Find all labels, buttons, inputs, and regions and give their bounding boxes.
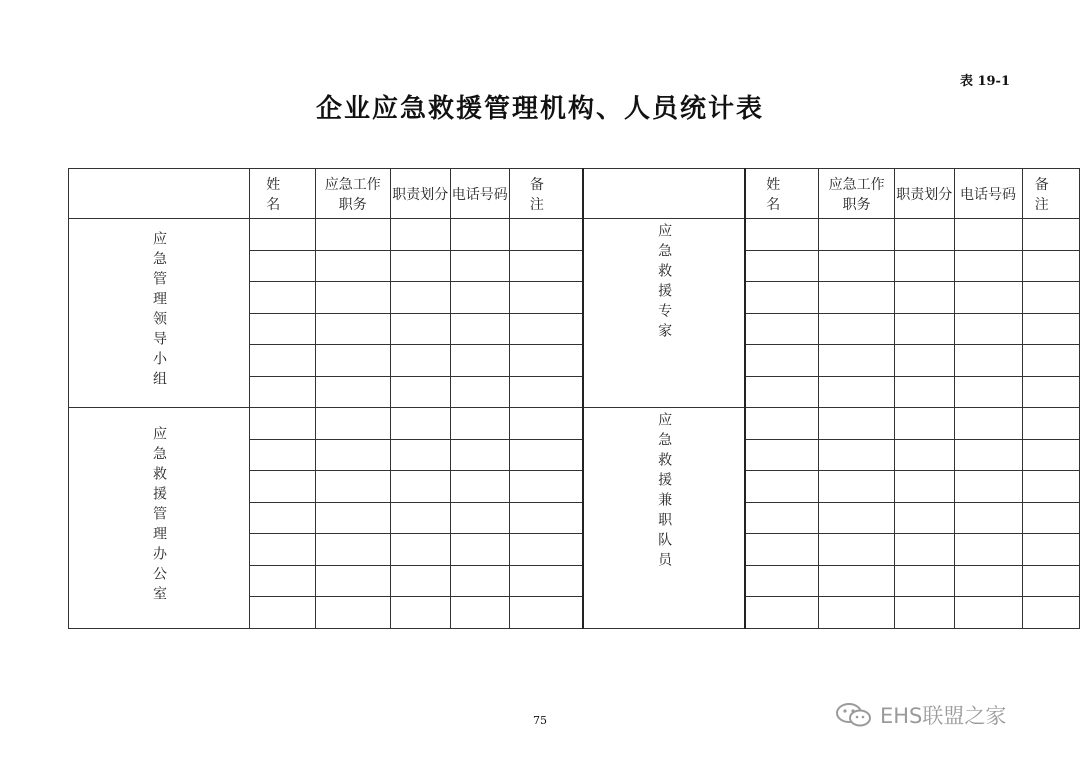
header-duty [819,169,894,219]
cell [390,565,450,597]
header-phone [954,169,1022,219]
page-title: 企业应急救援管理机构、人员统计表 [315,94,764,124]
cell [315,471,390,503]
cell [819,439,894,471]
header-label: 姓 名 [266,176,299,213]
cell [315,534,390,566]
staff-table [68,168,1080,629]
cell [745,502,819,534]
cell [390,376,450,408]
cell [894,345,954,377]
cell [250,534,316,566]
cell [819,597,894,629]
cell [745,534,819,566]
watermark-text: EHS联盟之家 [880,704,1007,728]
group-label-text: 应急救援兼职队员 [656,412,673,572]
cell [1022,597,1080,629]
cell [1022,250,1080,282]
cell [954,282,1022,314]
cell [390,439,450,471]
cell [450,313,509,345]
cell [450,597,509,629]
header-label: 姓 名 [766,176,799,213]
header-label: 电话号码 [451,186,508,203]
header-row [69,169,1080,219]
cell [954,439,1022,471]
cell [894,597,954,629]
cell [954,565,1022,597]
table-row [69,219,1080,251]
cell [315,345,390,377]
cell [315,313,390,345]
cell [509,502,583,534]
cell [1022,439,1080,471]
cell [450,534,509,566]
corner-cell [69,169,250,219]
cell [745,565,819,597]
cell [315,282,390,314]
cell [894,471,954,503]
cell [315,408,390,440]
cell [819,534,894,566]
cell [819,313,894,345]
header-name [745,169,819,219]
cell [954,219,1022,251]
page-number: 75 [533,714,547,727]
header-division [894,169,954,219]
header-label: 备 注 [529,176,562,213]
cell [1022,408,1080,440]
watermark [834,700,1006,730]
cell [819,471,894,503]
header-division [390,169,450,219]
cell [1022,282,1080,314]
cell [509,376,583,408]
cell [745,345,819,377]
cell [390,313,450,345]
cell [509,439,583,471]
cell [450,408,509,440]
cell [1022,219,1080,251]
cell [315,219,390,251]
cell [450,219,509,251]
cell [819,282,894,314]
header-label: 电话号码 [960,186,1017,203]
cell [954,597,1022,629]
cell [390,502,450,534]
cell [894,565,954,597]
cell [745,250,819,282]
header-remark [1022,169,1080,219]
group-label-right [583,219,745,408]
cell [819,219,894,251]
cell [954,250,1022,282]
cell [315,439,390,471]
cell [1022,502,1080,534]
table-number: 表 19-1 [959,74,1010,89]
gap-cell [583,169,745,219]
cell [819,408,894,440]
cell [745,439,819,471]
cell [819,376,894,408]
cell [745,313,819,345]
cell [954,534,1022,566]
cell [390,250,450,282]
cell [450,439,509,471]
cell [745,597,819,629]
cell [250,565,316,597]
cell [390,282,450,314]
cell [250,376,316,408]
group-label-left [69,219,250,408]
group-label-text: 应急管理领导小组 [151,231,167,391]
cell [250,219,316,251]
cell [390,471,450,503]
cell [1022,345,1080,377]
cell [390,219,450,251]
cell [954,471,1022,503]
cell [450,250,509,282]
cell [450,502,509,534]
cell [509,345,583,377]
cell [819,345,894,377]
cell [450,282,509,314]
cell [250,313,316,345]
cell [894,282,954,314]
group-label-right [583,408,745,629]
cell [250,502,316,534]
cell [250,408,316,440]
header-remark [509,169,583,219]
cell [509,282,583,314]
cell [894,439,954,471]
cell [954,345,1022,377]
cell [894,313,954,345]
cell [894,376,954,408]
header-label: 应急工作 职务 [828,176,885,213]
cell [509,408,583,440]
header-label: 备 注 [1034,176,1067,213]
header-label: 职责划分 [392,186,449,203]
header-label: 职责划分 [896,186,953,203]
cell [315,597,390,629]
cell [250,439,316,471]
header-phone [450,169,509,219]
cell [315,565,390,597]
cell [894,408,954,440]
cell [954,502,1022,534]
cell [450,565,509,597]
cell [250,345,316,377]
cell [250,282,316,314]
cell [450,376,509,408]
cell [1022,376,1080,408]
cell [894,250,954,282]
cell [1022,313,1080,345]
cell [1022,471,1080,503]
cell [509,250,583,282]
cell [745,219,819,251]
cell [315,376,390,408]
cell [819,502,894,534]
table-row [69,408,1080,440]
cell [250,250,316,282]
cell [509,534,583,566]
cell [315,502,390,534]
cell [509,597,583,629]
cell [509,565,583,597]
group-label-text: 应急救援管理办公室 [151,425,167,606]
cell [509,313,583,345]
cell [450,345,509,377]
cell [894,219,954,251]
header-label: 应急工作 职务 [324,176,381,213]
cell [819,565,894,597]
wechat-icon [834,701,874,729]
cell [745,408,819,440]
header-duty [315,169,390,219]
cell [745,376,819,408]
cell [450,471,509,503]
cell [745,471,819,503]
cell [894,534,954,566]
cell [954,313,1022,345]
cell [1022,565,1080,597]
cell [509,219,583,251]
cell [954,376,1022,408]
group-label-left [69,408,250,629]
cell [954,408,1022,440]
header-name [250,169,316,219]
cell [250,597,316,629]
cell [745,282,819,314]
cell [390,408,450,440]
cell [894,502,954,534]
cell [390,534,450,566]
cell [315,250,390,282]
cell [1022,534,1080,566]
group-label-text: 应急救援专家 [656,223,673,343]
cell [819,250,894,282]
cell [390,345,450,377]
cell [509,471,583,503]
cell [250,471,316,503]
cell [390,597,450,629]
